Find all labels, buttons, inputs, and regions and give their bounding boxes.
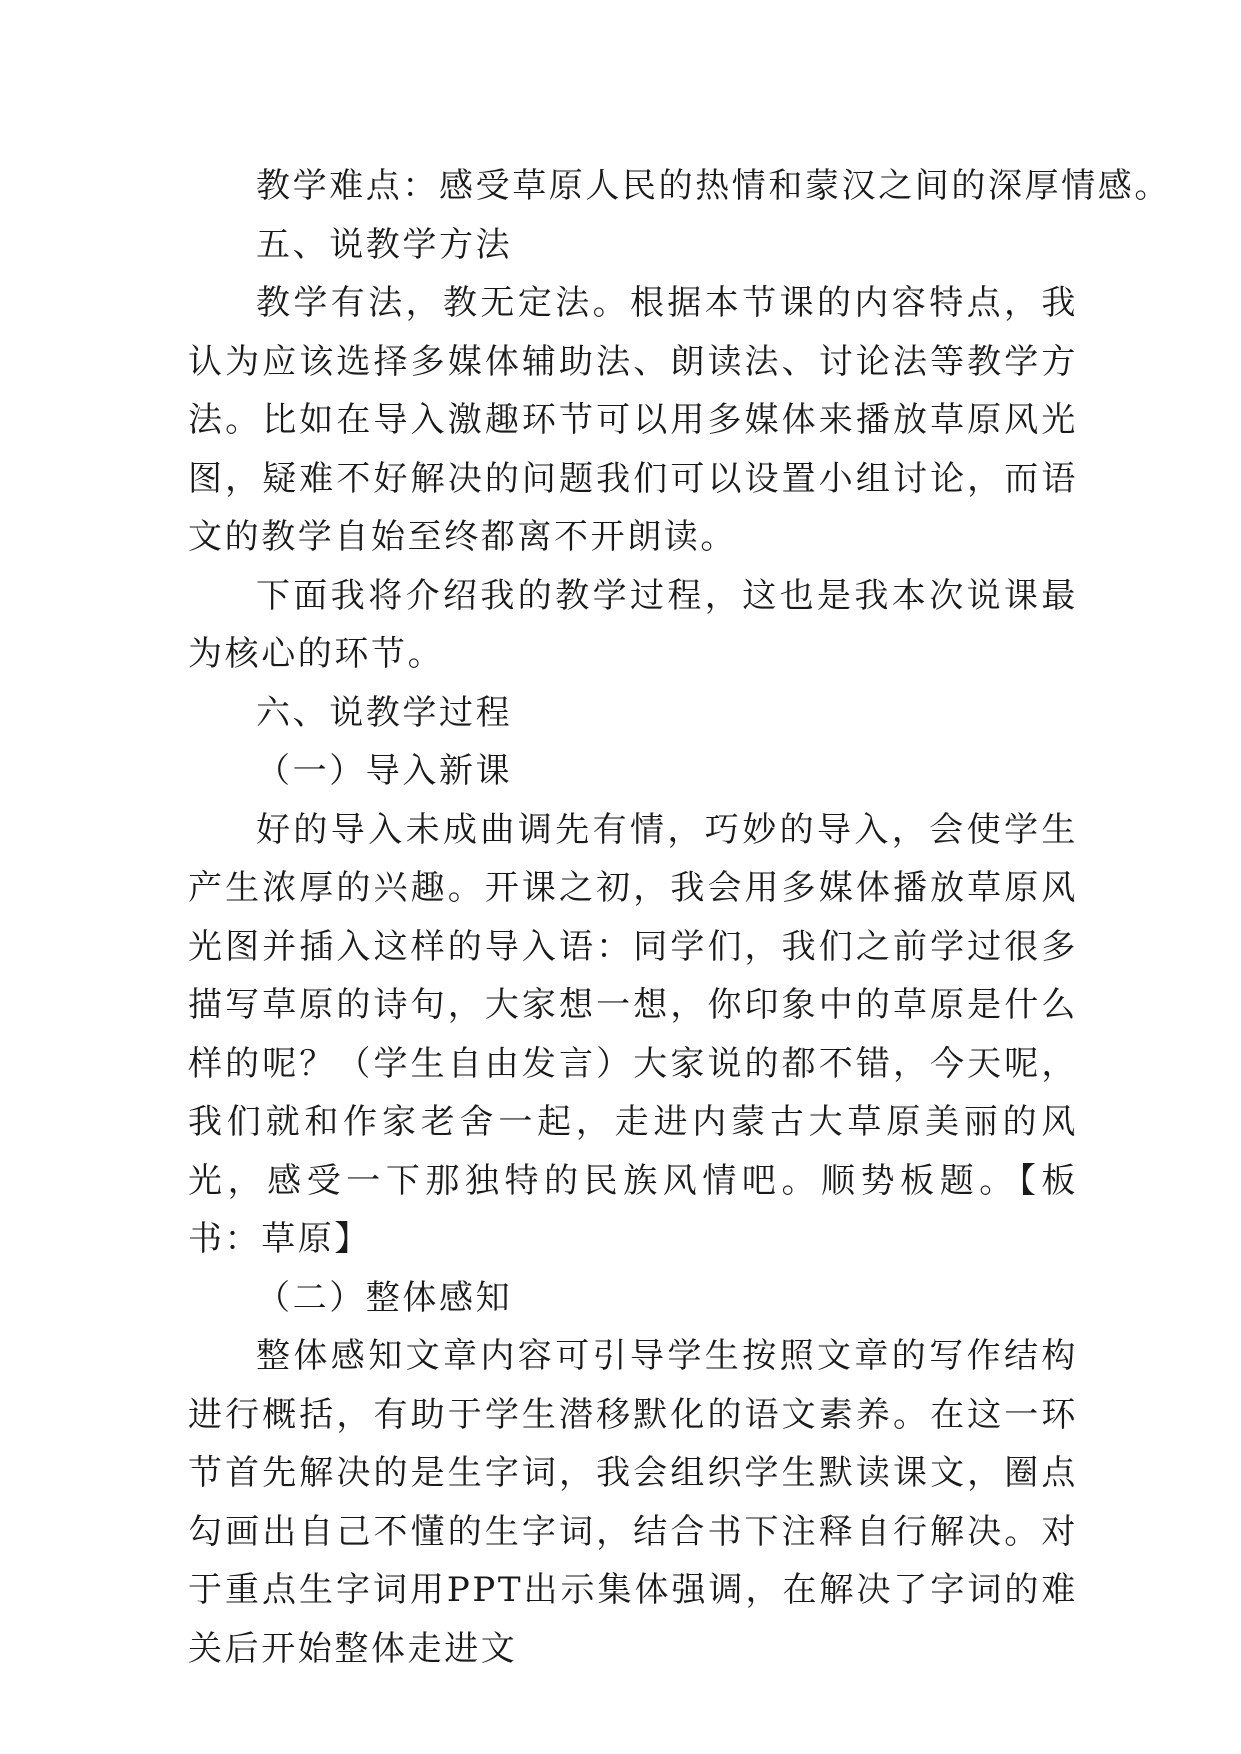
section-heading-teaching-process: 六、说教学过程 bbox=[256, 692, 513, 733]
document-body bbox=[188, 157, 1171, 1678]
introduction-paragraph: 好的导入未成曲调先有情，巧妙的导入，会使学生产生浓厚的兴趣。开课之初，我会用多媒体播放草原风光图并插入这样的导入语：同学们，我们之前学过很多描写草原的诗句，大家想一想，你印象中的草原是什么样的呢？（学生自由发言）大家说的都不错，今天呢，我们就和作家老舍一起，走进内蒙古大草原美丽的风光，感受一下那独特的民族风情吧。顺势板题。【板书：草原】 bbox=[188, 809, 1078, 1259]
teaching-methods-paragraph: 教学有法，教无定法。根据本节课的内容特点，我认为应该选择多媒体辅助法、朗读法、讨论法等教学方法。比如在导入激趣环节可以用多媒体来播放草原风光图，疑难不好解决的问题我们可以设置小组讨论，而语文的教学自始至终都离不开朗读。 bbox=[188, 283, 1078, 557]
section-heading-teaching-methods: 五、说教学方法 bbox=[256, 224, 513, 265]
subheading-introduction: （一）导入新课 bbox=[256, 751, 513, 791]
subheading-overall-perception: （二）整体感知 bbox=[256, 1277, 513, 1318]
transition-paragraph: 下面我将介绍我的教学过程，这也是我本次说课最为核心的环节。 bbox=[188, 575, 1078, 674]
overall-perception-paragraph: 整体感知文章内容可引导学生按照文章的写作结构进行概括，有助于学生潜移默化的语文素养。在这一环节首先解决的是生字词，我会组织学生默读课文，圈点勾画出自己不懂的生字词，结合书下注释自行解决。对于重点生字词用PPT出示集体强调，在解决了字词的难关后开始整体走进文 bbox=[188, 1336, 1078, 1669]
teaching-difficulty-paragraph: 教学难点：感受草原人民的热情和蒙汉之间的深厚情感。 bbox=[256, 166, 1171, 206]
